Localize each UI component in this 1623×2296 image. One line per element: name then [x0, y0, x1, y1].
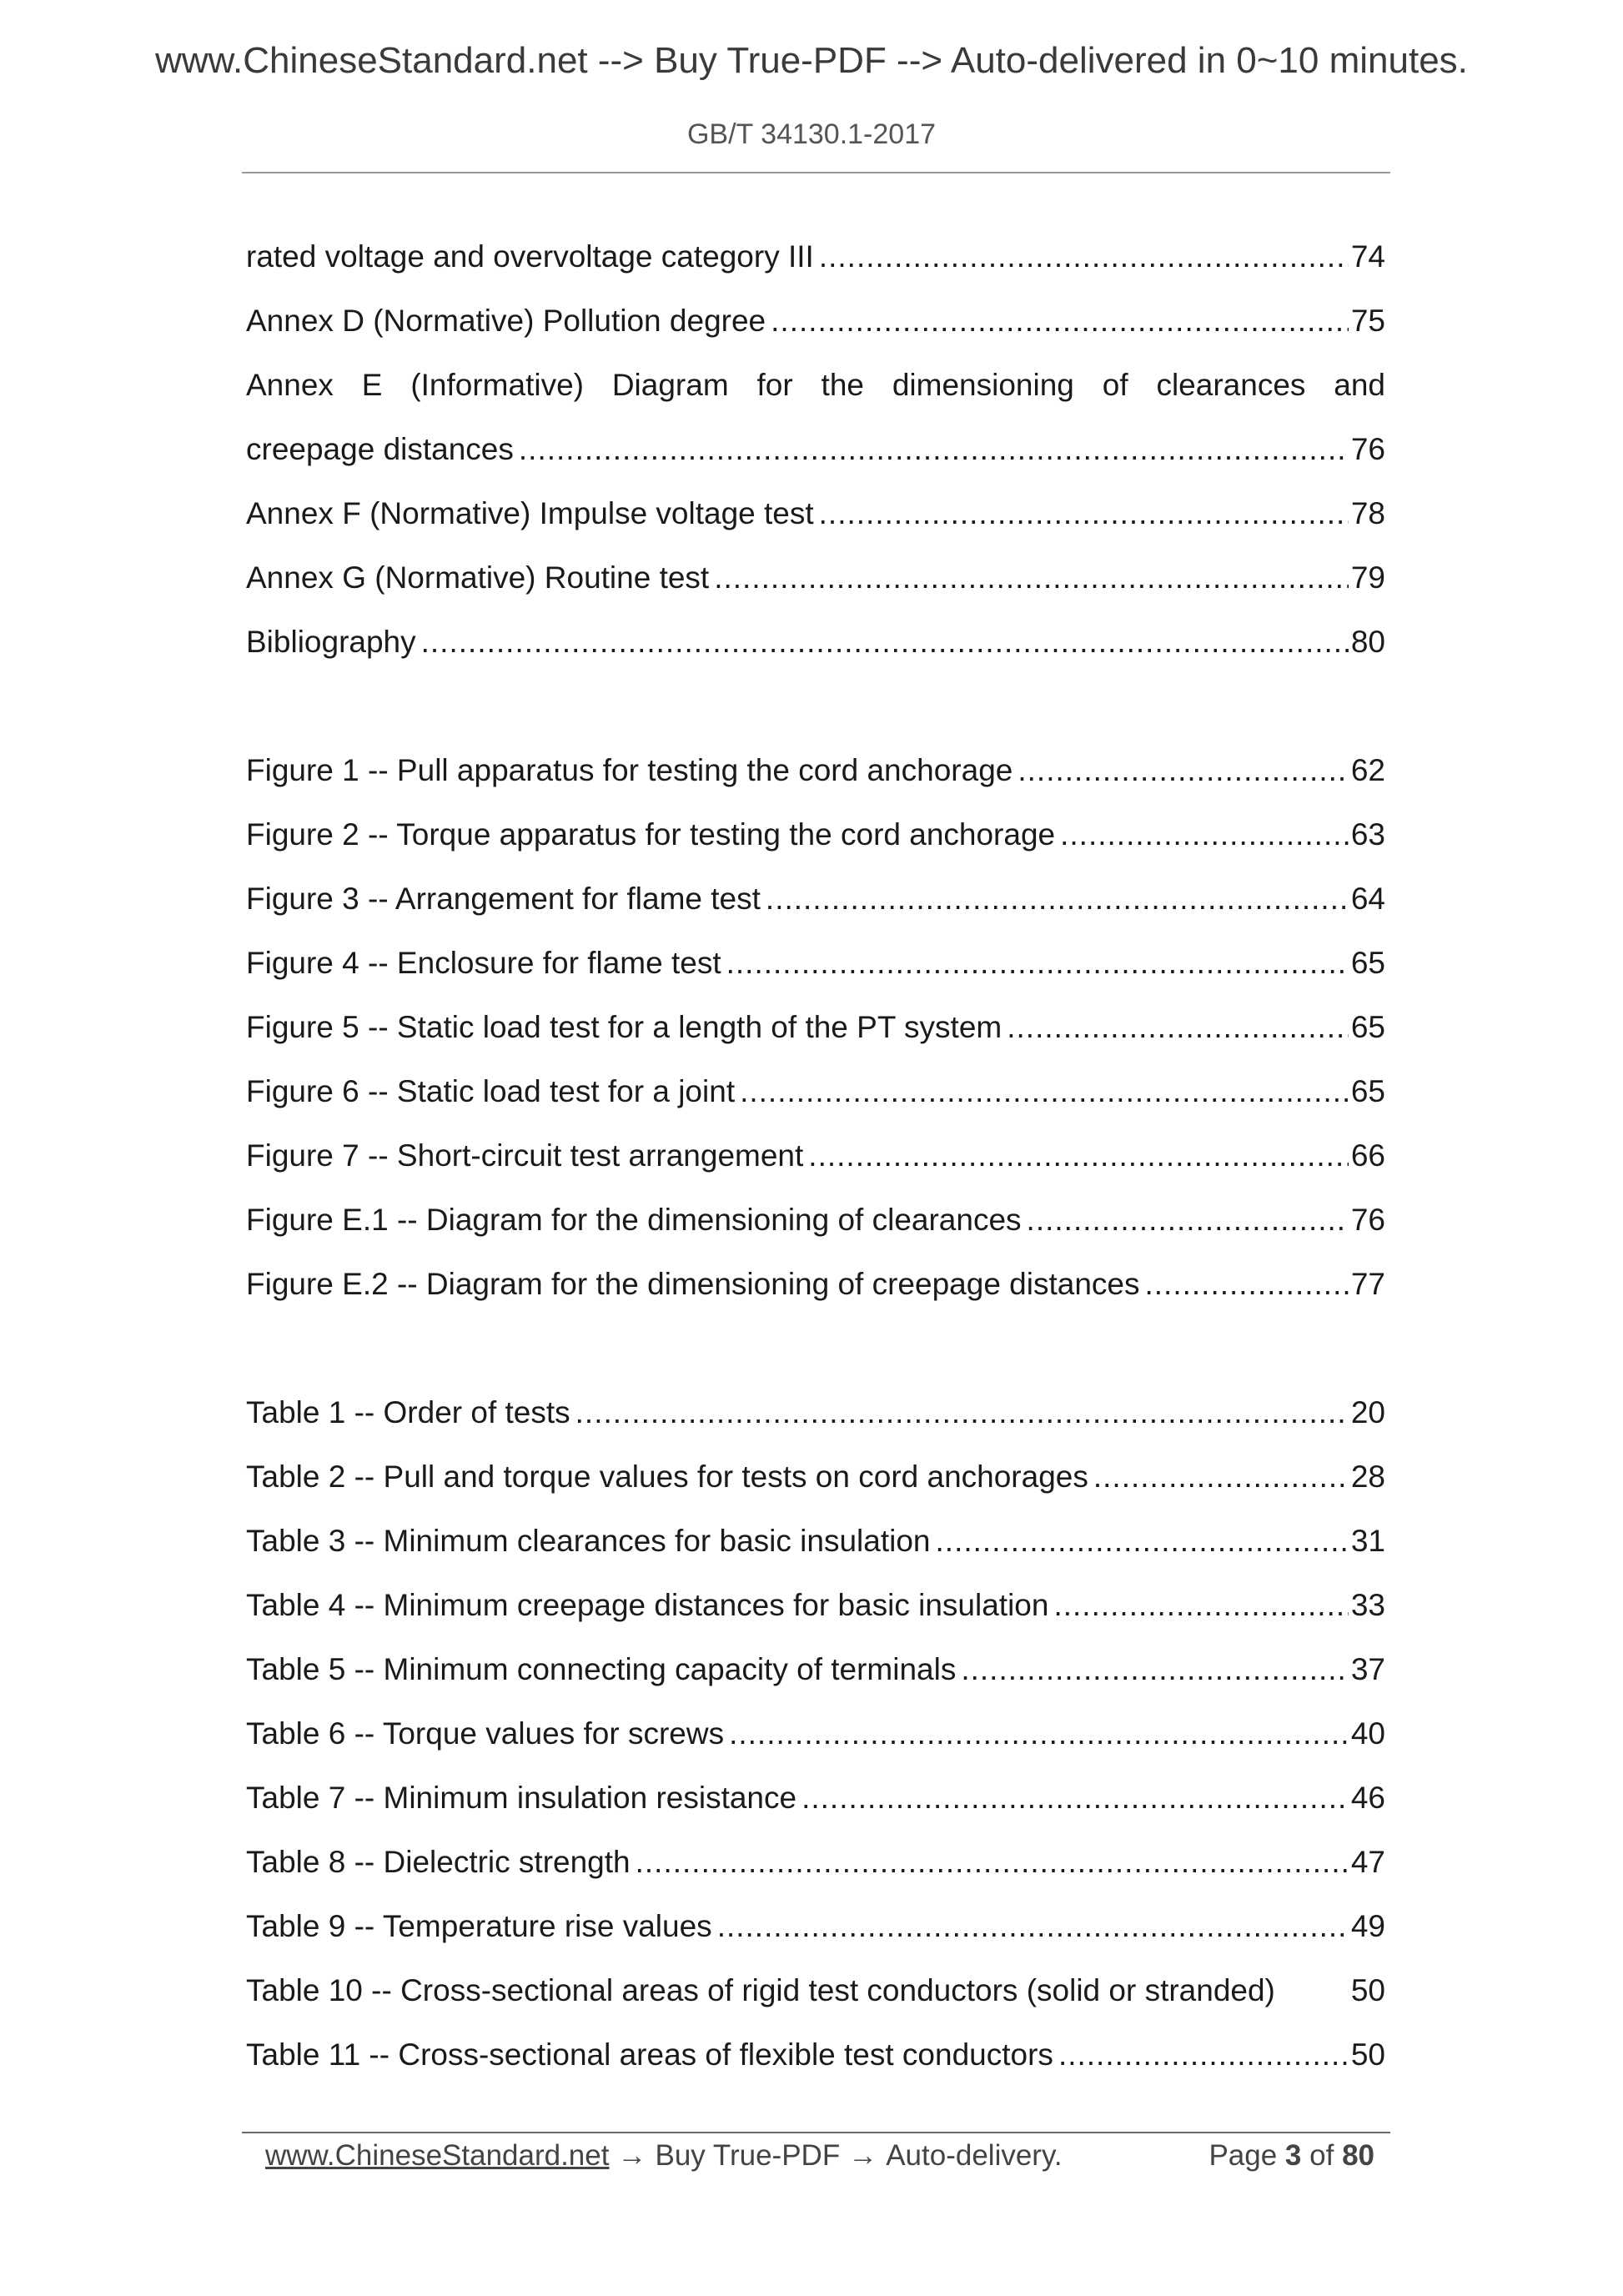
dot-leader: [740, 1067, 1349, 1117]
page-number: 3: [1284, 2139, 1302, 2172]
table-entry[interactable]: [246, 1452, 1385, 1502]
table-entry-title: Table 3 -- Minimum clearances for basic insulation: [246, 1524, 931, 1558]
figure-entry-page: 64: [1350, 882, 1385, 916]
table-entry-title: Table 9 -- Temperature rise values: [246, 1909, 712, 1943]
dot-leader: [636, 1837, 1349, 1887]
table-entry[interactable]: [246, 1902, 1385, 1952]
table-entry[interactable]: [246, 1966, 1385, 2016]
dot-leader: [726, 938, 1349, 988]
toc-entry-title: Bibliography: [246, 625, 416, 659]
toc-entry-title: Annex D (Normative) Pollution degree: [246, 304, 766, 338]
table-entry-page: 20: [1350, 1395, 1385, 1429]
toc-entry-title: rated voltage and overvoltage category III: [246, 239, 814, 274]
figure-entry-page: 65: [1350, 1010, 1385, 1044]
dot-leader: [714, 553, 1349, 603]
figure-entry-title: Figure 6 -- Static load test for a joint: [246, 1074, 736, 1108]
toc-entry-page: 79: [1350, 560, 1385, 595]
figure-entry[interactable]: [246, 1002, 1385, 1053]
figure-entry[interactable]: [246, 1131, 1385, 1181]
figure-entry-page: 66: [1350, 1138, 1385, 1173]
figure-entry-page: 76: [1350, 1203, 1385, 1237]
figure-entry[interactable]: [246, 746, 1385, 796]
table-entry[interactable]: [246, 1837, 1385, 1887]
dot-leader: [808, 1131, 1349, 1181]
table-entry-title: Table 4 -- Minimum creepage distances for basic insulation: [246, 1588, 1049, 1622]
toc-entry-title: Annex F (Normative) Impulse voltage test: [246, 496, 814, 530]
toc-entry-page: 74: [1350, 239, 1385, 274]
table-entry-page: 31: [1350, 1524, 1385, 1558]
footer-site-link[interactable]: www.ChineseStandard.net: [265, 2139, 610, 2172]
dot-leader: [1060, 810, 1349, 860]
figure-entry-title: Figure E.2 -- Diagram for the dimensioning of creepage distances: [246, 1267, 1140, 1301]
table-entry-title: Table 10 -- Cross-sectional areas of rigid test conductors (solid or stranded): [246, 1973, 1275, 2007]
page-indicator: [1208, 2135, 1374, 2177]
table-entry[interactable]: [246, 1388, 1385, 1438]
table-entry[interactable]: [246, 1645, 1385, 1695]
dot-leader: [1144, 1259, 1348, 1309]
figure-entry-page: 65: [1350, 1074, 1385, 1108]
dot-leader: [1018, 746, 1348, 796]
toc-entry-page: 76: [1350, 432, 1385, 466]
dot-leader: [1053, 1580, 1348, 1630]
figure-entry-title: Figure 7 -- Short-circuit test arrangement: [246, 1138, 804, 1173]
figure-entry[interactable]: [246, 938, 1385, 988]
figure-entry[interactable]: [246, 874, 1385, 924]
toc-entry[interactable]: [246, 553, 1385, 603]
toc-entry-page: 78: [1350, 496, 1385, 530]
footer-divider: [242, 2132, 1390, 2133]
dot-leader: [729, 1709, 1349, 1759]
figure-entry-page: 77: [1350, 1267, 1385, 1301]
table-entry-page: 37: [1350, 1652, 1385, 1686]
table-entry-page: 46: [1350, 1781, 1385, 1815]
table-entry[interactable]: [246, 1580, 1385, 1630]
figure-entry-title: Figure E.1 -- Diagram for the dimensioning of clearances: [246, 1203, 1022, 1237]
toc-entry-page: 80: [1350, 625, 1385, 659]
dot-leader: [575, 1388, 1349, 1438]
table-entry[interactable]: [246, 1516, 1385, 1566]
dot-leader: [519, 425, 1349, 475]
arrow-right-icon: →: [848, 2139, 878, 2172]
dot-leader: [1027, 1195, 1349, 1245]
figure-entry[interactable]: [246, 810, 1385, 860]
toc-entry[interactable]: [246, 232, 1385, 282]
dot-leader: [1093, 1452, 1349, 1502]
table-entry-page: 33: [1350, 1588, 1385, 1622]
toc-entry[interactable]: [246, 296, 1385, 346]
dot-leader: [771, 296, 1349, 346]
dot-leader: [801, 1773, 1349, 1823]
table-entry-title: Table 1 -- Order of tests: [246, 1395, 570, 1429]
table-entry[interactable]: [246, 2030, 1385, 2080]
figure-entry-title: Figure 1 -- Pull apparatus for testing the cord anchorage: [246, 753, 1013, 787]
figure-entry-page: 62: [1350, 753, 1385, 787]
table-entry-page: 50: [1350, 1973, 1385, 2007]
dot-leader: [819, 489, 1349, 539]
dot-leader: [766, 874, 1349, 924]
table-entry-title: Table 2 -- Pull and torque values for tests on cord anchorages: [246, 1459, 1088, 1494]
document-code: GB/T 34130.1-2017: [686, 118, 937, 150]
total-pages: 80: [1342, 2139, 1374, 2172]
table-entry-title: Table 11 -- Cross-sectional areas of flexible test conductors: [246, 2037, 1053, 2072]
figure-entry-title: Figure 3 -- Arrangement for flame test: [246, 882, 761, 916]
footer-buy-text: Buy True-PDF: [655, 2139, 841, 2172]
figure-entry[interactable]: [246, 1259, 1385, 1309]
toc-entry-title: Annex G (Normative) Routine test: [246, 560, 710, 595]
figure-entry-title: Figure 5 -- Static load test for a length of the PT system: [246, 1010, 1002, 1044]
page-label: Page: [1208, 2139, 1278, 2172]
toc-entry-title: creepage distances: [246, 432, 514, 466]
dot-leader: [936, 1516, 1349, 1566]
dot-leader: [717, 1902, 1349, 1952]
dot-leader: [819, 232, 1349, 282]
table-entry-title: Table 8 -- Dielectric strength: [246, 1845, 631, 1879]
header-divider: [242, 172, 1390, 173]
table-entry-page: 50: [1350, 2037, 1385, 2072]
dot-leader: [1058, 2030, 1349, 2080]
toc-entry-title-line1[interactable]: Annex E (Informative) Diagram for the dimensioning of clearances and: [246, 368, 1385, 402]
of-label: of: [1309, 2139, 1334, 2172]
table-entry-page: 49: [1350, 1909, 1385, 1943]
table-entry-title: Table 5 -- Minimum connecting capacity of terminals: [246, 1652, 957, 1686]
dot-leader: [421, 617, 1349, 667]
top-banner: www.ChineseStandard.net --> Buy True-PDF --> Auto-delivered in 0~10 minutes.: [155, 40, 1468, 81]
table-entry[interactable]: [246, 1773, 1385, 1823]
toc-entry[interactable]: [246, 489, 1385, 539]
figure-entry-page: 65: [1350, 946, 1385, 980]
table-entry[interactable]: [246, 1709, 1385, 1759]
page-footer: [265, 2135, 1374, 2177]
dot-leader: [961, 1645, 1349, 1695]
toc-entry[interactable]: [246, 617, 1385, 667]
table-entry-page: 28: [1350, 1459, 1385, 1494]
figure-entry-title: Figure 2 -- Torque apparatus for testing the cord anchorage: [246, 817, 1056, 852]
table-entry-title: Table 6 -- Torque values for screws: [246, 1716, 725, 1751]
toc-entry[interactable]: [246, 425, 1385, 475]
figure-entry-title: Figure 4 -- Enclosure for flame test: [246, 946, 721, 980]
table-entry-page: 47: [1350, 1845, 1385, 1879]
arrow-right-icon: →: [617, 2139, 647, 2172]
table-entry-title: Table 7 -- Minimum insulation resistance: [246, 1781, 797, 1815]
figure-entry[interactable]: [246, 1195, 1385, 1245]
toc-entry-page: 75: [1350, 304, 1385, 338]
figure-entry[interactable]: [246, 1067, 1385, 1117]
table-entry-page: 40: [1350, 1716, 1385, 1751]
footer-delivery-text: Auto-delivery.: [886, 2139, 1063, 2172]
figure-entry-page: 63: [1350, 817, 1385, 852]
dot-leader: [1007, 1002, 1349, 1053]
